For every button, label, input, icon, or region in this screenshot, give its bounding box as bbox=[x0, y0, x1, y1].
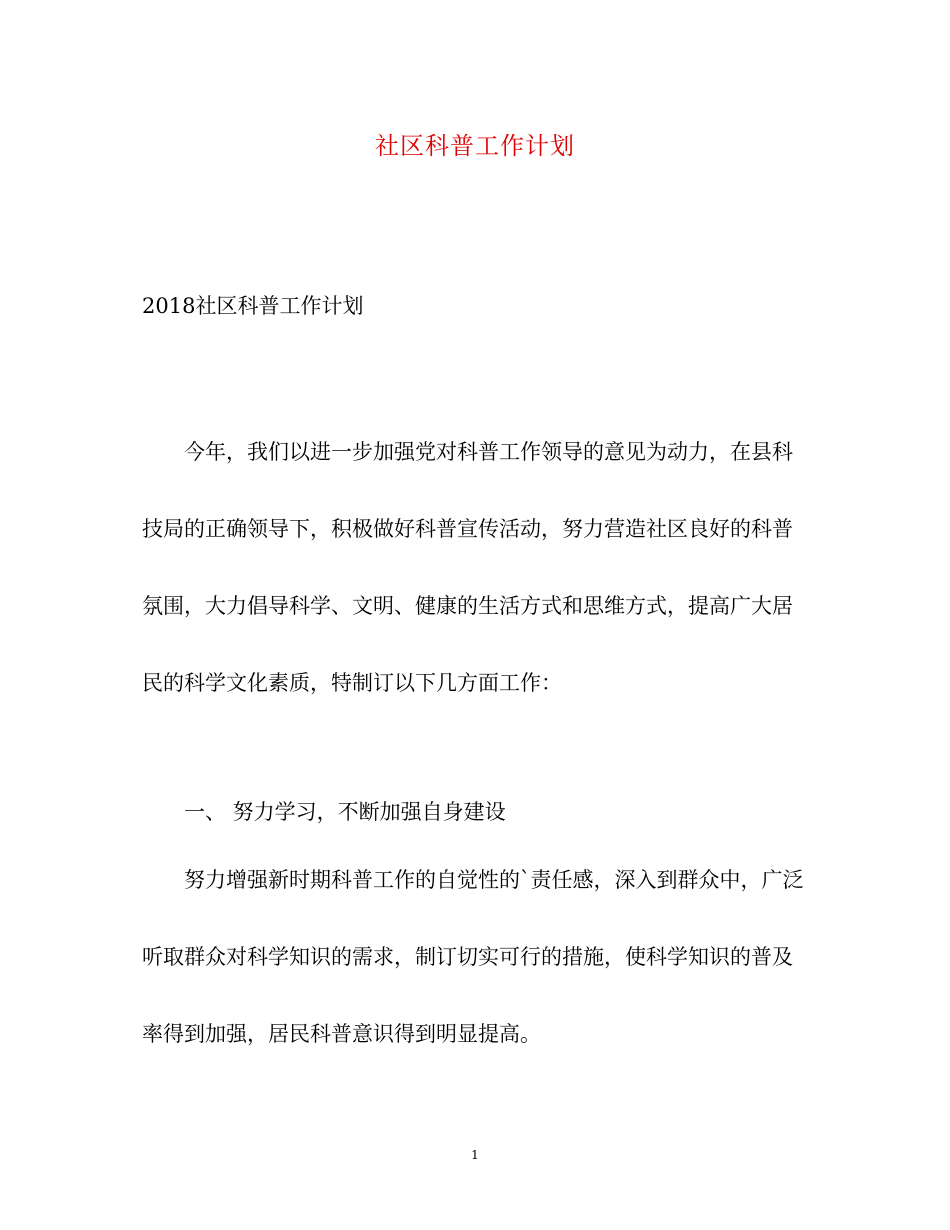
section-1-paragraph: 努力增强新时期科普工作的自觉性的`责任感，深入到群众中，广泛听取群众对科学知识的需求，制订切实可行的措施，使科学知识的普及率得到加强，居民科普意识得到明显提高。 bbox=[142, 868, 804, 1046]
page-number: 1 bbox=[471, 1148, 479, 1162]
section-1-heading: 一、 努力学习，不断加强自身建设 bbox=[184, 800, 506, 824]
intro-paragraph: 今年，我们以进一步加强党对科普工作领导的意见为动力，在县科技局的正确领导下，积极做好科普宣传活动，努力营造社区良好的科普氛围，大力倡导科学、文明、健康的生活方式和思维方式，提高广大居民的科学文化素质，特制订以下几方面工作： bbox=[142, 440, 793, 695]
document-subtitle: 2018社区科普工作计划 bbox=[142, 294, 364, 318]
document-title: 社区科普工作计划 bbox=[375, 132, 575, 160]
